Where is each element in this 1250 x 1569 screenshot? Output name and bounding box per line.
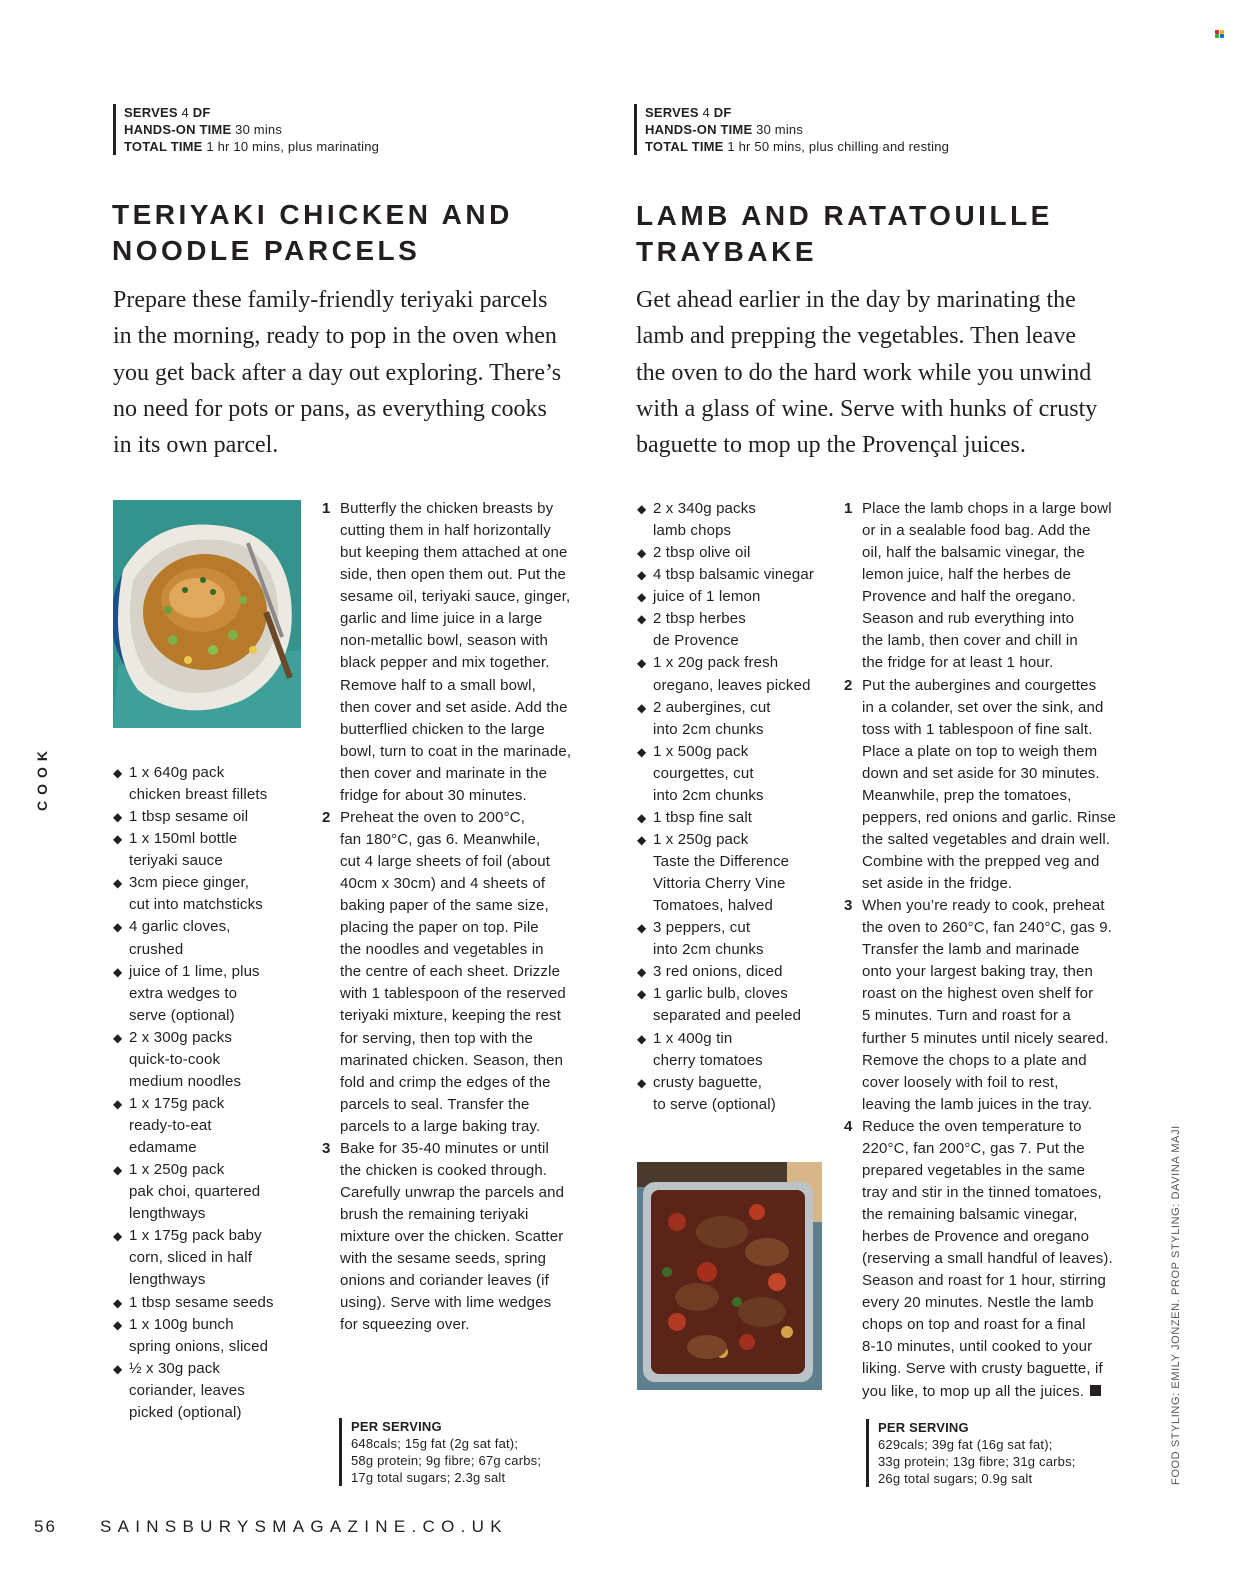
ingredient-item: ◆ 4 tbsp balsamic vinegar bbox=[637, 564, 842, 586]
recipe1-ingredients bbox=[113, 762, 313, 1424]
section-label: COOK bbox=[34, 745, 50, 811]
recipe2-photo bbox=[637, 1162, 822, 1390]
ingredient-item: ◆ 1 x 250g pack pak choi, quartered lengthways bbox=[113, 1159, 313, 1225]
ingredient-item: ◆ 1 x 175g pack ready-to-eat edamame bbox=[113, 1093, 313, 1159]
ingredient-item: ◆ 1 x 20g pack fresh oregano, leaves picked bbox=[637, 652, 842, 696]
recipe1-title: TERIYAKI CHICKEN AND NOODLE PARCELS bbox=[112, 199, 513, 266]
diet-badge: DF bbox=[713, 105, 732, 120]
website-link[interactable]: SAINSBURYSMAGAZINE.CO.UK bbox=[100, 1517, 508, 1536]
ingredient-item: ◆ 2 tbsp herbes de Provence bbox=[637, 608, 842, 652]
recipe1-photo bbox=[113, 500, 301, 728]
teriyaki-parcel-image bbox=[113, 500, 301, 728]
lamb-traybake-image bbox=[637, 1162, 822, 1390]
ingredient-item: ◆ 2 x 340g packs lamb chops bbox=[637, 498, 842, 542]
photo-credit: FOOD STYLING: EMILY JONZEN. PROP STYLING: DAVINA MAJI bbox=[1170, 1125, 1182, 1485]
recipe2-title: LAMB AND RATATOUILLE TRAYBAKE bbox=[636, 200, 1053, 267]
total-time-row: TOTAL TIME 1 hr 10 mins, plus marinating bbox=[124, 139, 380, 154]
diet-badge: DF bbox=[192, 105, 211, 120]
ingredient-item: ◆ 1 x 500g pack courgettes, cut into 2cm chunks bbox=[637, 741, 842, 807]
ingredient-item: ◆ 1 tbsp sesame oil bbox=[113, 806, 313, 828]
method-step: 2 Preheat the oven to 200°C, fan 180°C, gas 6. Meanwhile, cut 4 large sheets of foil (about 40cm x 30cm) and 4 sheets of baking paper of the same size, placing the paper on top. Pile the noodles and vegetables in the centre of each sheet. Drizzle with 1 tablespoon of the reserved teriyaki mixture, keeping the rest for serving, then top with the marinated chicken. Season, then fold and crimp the edges of the parcels to seal. Transfer the parcels to a large baking tray. bbox=[322, 808, 566, 1135]
method-step: 2 Put the aubergines and courgettes in a colander, set over the sink, and toss with 1 tablespoon of fine salt. Place a plate on top to weigh them down and set aside for 30 minutes. Meanwhile, prep the tomatoes, peppers, red onions and garlic. Rinse the salted vegetables and drain well. Combine with the prepped veg and set aside in the fridge. bbox=[844, 676, 1117, 893]
recipe1-meta bbox=[113, 104, 544, 155]
ingredient-item: ◆ 1 x 150ml bottle teriyaki sauce bbox=[113, 828, 313, 872]
ingredient-item: ◆ 3cm piece ginger, cut into matchsticks bbox=[113, 872, 313, 916]
ingredient-item: ◆ 3 peppers, cut into 2cm chunks bbox=[637, 917, 842, 961]
recipe2-nutrition: PER SERVING 629cals; 39g fat (16g sat fat); 33g protein; 13g fibre; 31g carbs; 26g total sugars; 0.9g salt bbox=[866, 1419, 1138, 1487]
logo-dot-green bbox=[1215, 34, 1219, 38]
recipe2-ingredients bbox=[637, 498, 842, 1116]
ingredient-item: ◆ 2 x 300g packs quick-to-cook medium noodles bbox=[113, 1027, 313, 1093]
method-step: 1 Place the lamb chops in a large bowl or in a sealable food bag. Add the oil, half the balsamic vinegar, the lemon juice, half the herbes de Provence and half the oregano. Season and rub everything into the lamb, then cover and chill in the fridge for at least 1 hour. bbox=[844, 500, 1112, 672]
logo-dot-blue bbox=[1220, 34, 1224, 38]
ingredient-item: ◆ 4 garlic cloves, crushed bbox=[113, 916, 313, 960]
ingredient-item: ◆ 1 tbsp fine salt bbox=[637, 807, 842, 829]
ingredient-item: ◆ crusty baguette, to serve (optional) bbox=[637, 1072, 842, 1116]
hands-on-row: HANDS-ON TIME 30 mins bbox=[645, 122, 804, 137]
ingredient-item: ◆ 2 tbsp olive oil bbox=[637, 542, 842, 564]
ingredient-item: ◆ 1 x 175g pack baby corn, sliced in half lengthways bbox=[113, 1225, 313, 1291]
ingredient-item: ◆ juice of 1 lemon bbox=[637, 586, 842, 608]
hands-on-row: HANDS-ON TIME 30 mins bbox=[124, 122, 283, 137]
recipe1-nutrition: PER SERVING 648cals; 15g fat (2g sat fat); 58g protein; 9g fibre; 67g carbs; 17g total sugars; 2.3g salt bbox=[339, 1418, 611, 1486]
total-time-row: TOTAL TIME 1 hr 50 mins, plus chilling and resting bbox=[645, 139, 950, 154]
ingredient-item: ◆ ½ x 30g pack coriander, leaves picked (optional) bbox=[113, 1358, 313, 1424]
ingredient-item: ◆ 1 tbsp sesame seeds bbox=[113, 1292, 313, 1314]
ingredient-item: ◆ 1 x 100g bunch spring onions, sliced bbox=[113, 1314, 313, 1358]
serves-row: SERVES 4 DF bbox=[124, 105, 211, 120]
recipe2-meta bbox=[634, 104, 1065, 155]
brand-logo bbox=[1215, 30, 1225, 38]
ingredient-item: ◆ 2 aubergines, cut into 2cm chunks bbox=[637, 697, 842, 741]
serves-row: SERVES 4 DF bbox=[645, 105, 732, 120]
end-mark-icon bbox=[1090, 1385, 1101, 1396]
ingredient-item: ◆ 3 red onions, diced bbox=[637, 961, 842, 983]
ingredient-item: ◆ juice of 1 lime, plus extra wedges to serve (optional) bbox=[113, 961, 313, 1027]
method-step: 1 Butterfly the chicken breasts by cutting them in half horizontally but keeping them attached at one side, then open them out. Put the sesame oil, teriyaki sauce, ginger, garlic and lime juice in a large non-metallic bowl, season with black pepper and mix together. Remove half to a small bowl, then cover and set aside. Add the butterflied chicken to the large bowl, turn to coat in the marinade, then cover and marinate in the fridge for about 30 minutes. bbox=[322, 500, 572, 804]
method-step: 3 Bake for 35-40 minutes or until the chicken is cooked through. Carefully unwrap the parcels and brush the remaining teriyaki mixture over the chicken. Scatter with the sesame seeds, spring onions and coriander leaves (if using). Serve with lime wedges for squeezing over. bbox=[322, 1139, 565, 1334]
recipe1-method bbox=[322, 498, 602, 1336]
page-number: 56 bbox=[34, 1517, 57, 1536]
ingredient-item: ◆ 1 x 640g pack chicken breast fillets bbox=[113, 762, 313, 806]
method-step: 4 Reduce the oven temperature to 220°C, fan 200°C, gas 7. Put the prepared vegetables in the same tray and stir in the tinned tomatoes, the remaining balsamic vinegar, herbes de Provence and oregano (reserving a small handful of leaves). Season and roast for 1 hour, stirring every 20 minutes. Nestle the lamb chops on top and roast for a final 8-10 minutes, until cooked to your liking. Serve with crusty baguette, if you like, to mop up all the juices. bbox=[844, 1117, 1113, 1400]
recipe1-intro: Prepare these family-friendly teriyaki parcels in the morning, ready to pop in the oven when you get back after a day out exploring. There’s no need for pots or pans, as everything cooks in its own parcel. bbox=[113, 287, 562, 459]
recipe2-method bbox=[844, 498, 1144, 1403]
recipe2-intro: Get ahead earlier in the day by marinating the lamb and prepping the vegetables. Then leave the oven to do the hard work while you unwind with a glass of wine. Serve with hunks of crusty baguette to mop up the Provençal juices. bbox=[636, 287, 1098, 459]
ingredient-item: ◆ 1 x 400g tin cherry tomatoes bbox=[637, 1028, 842, 1072]
method-step: 3 When you’re ready to cook, preheat the oven to 260°C, fan 240°C, gas 9. Transfer the lamb and marinade onto your largest baking tray, then roast on the highest oven shelf for 5 minutes. Turn and roast for a further 5 minutes until nicely seared. Remove the chops to a plate and cover loosely with foil to rest, leaving the lamb juices in the tray. bbox=[844, 897, 1113, 1113]
ingredient-item: ◆ 1 x 250g pack Taste the Difference Vittoria Cherry Vine Tomatoes, halved bbox=[637, 829, 842, 917]
ingredient-item: ◆ 1 garlic bulb, cloves separated and peeled bbox=[637, 983, 842, 1027]
